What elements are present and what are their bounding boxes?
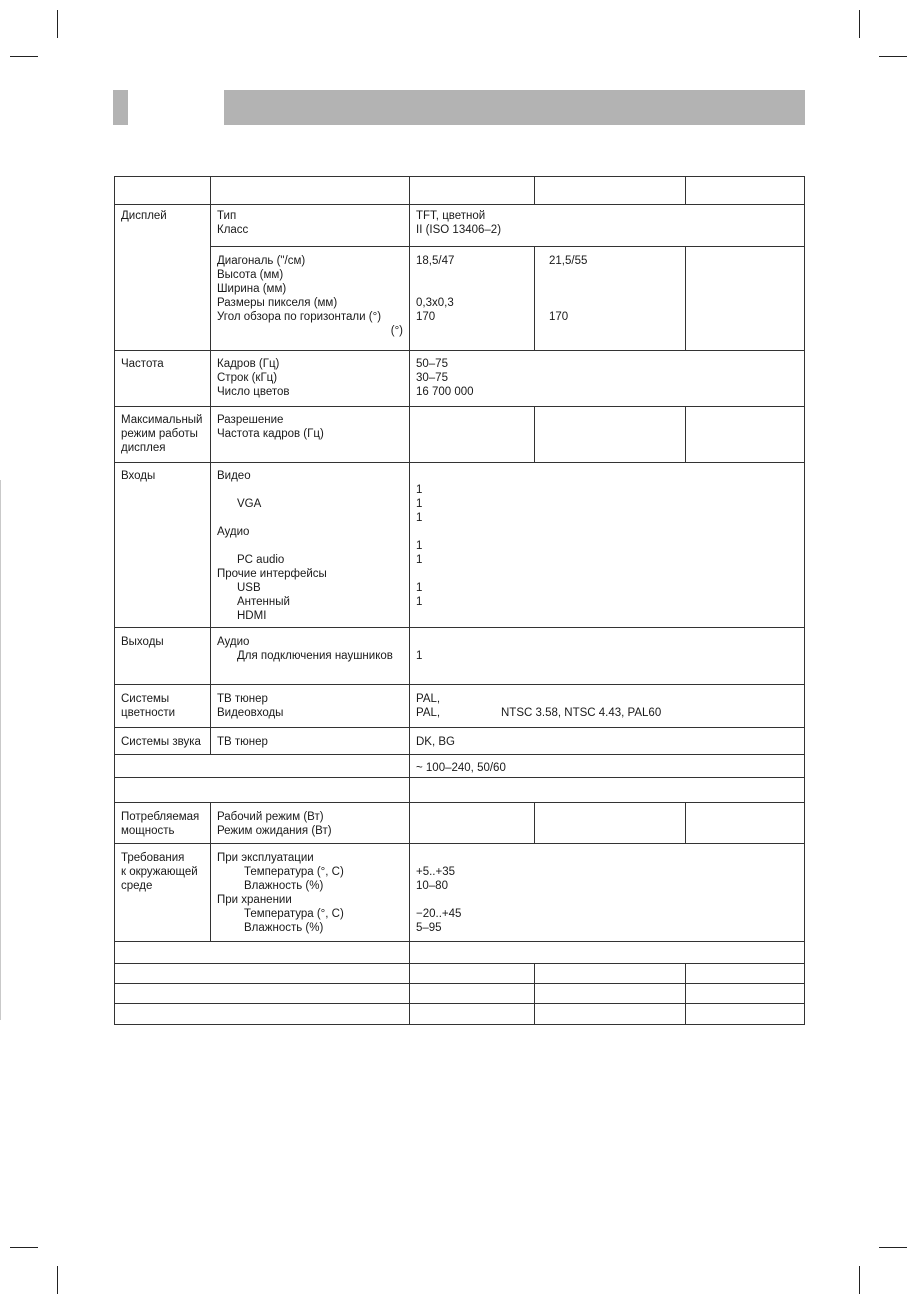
sound-systems-label: Системы звука bbox=[121, 736, 201, 748]
crop-mark bbox=[10, 56, 38, 57]
max-mode-label-2: режим работы bbox=[121, 428, 198, 440]
framerate-label: Частота кадров (Гц) bbox=[217, 428, 324, 440]
outputs-label-cell bbox=[115, 628, 211, 685]
resolution-label: Разрешение bbox=[217, 414, 284, 426]
video-inputs-label: Видеовходы bbox=[217, 707, 284, 719]
storage-label: При хранении bbox=[217, 894, 292, 906]
st-temp-label: Температура (°, С) bbox=[244, 908, 344, 920]
input-value: 1 bbox=[416, 596, 423, 608]
diagonal-value-1: 18,5/47 bbox=[416, 255, 455, 267]
max-mode-label-1: Максимальный bbox=[121, 414, 203, 426]
sound-tuner-value: DK, BG bbox=[416, 736, 455, 748]
header-cell-sub bbox=[211, 177, 410, 205]
op-humidity-label: Влажность (%) bbox=[244, 880, 324, 892]
input-value: 1 bbox=[416, 554, 423, 566]
st-humidity-value: 5–95 bbox=[416, 922, 442, 934]
input-value: 1 bbox=[416, 512, 423, 524]
max-mode-col2 bbox=[535, 407, 686, 463]
audio-out-label: Аудио bbox=[217, 636, 250, 648]
angle-value-1: 170 bbox=[416, 311, 436, 323]
video-inputs-value-b: NTSC 3.58, NTSC 4.43, PAL60 bbox=[501, 707, 662, 719]
consumption-labels bbox=[211, 803, 410, 844]
vga-label: VGA bbox=[237, 498, 262, 510]
video-label: Видео bbox=[217, 470, 251, 482]
class-label: Класс bbox=[217, 224, 249, 236]
type-value: TFT, цветной bbox=[416, 210, 486, 222]
display-size-col3 bbox=[686, 247, 805, 351]
op-temp-label: Температура (°, С) bbox=[244, 866, 344, 878]
consumption-col1 bbox=[410, 803, 535, 844]
video-inputs-value bbox=[416, 706, 798, 720]
frequency-labels bbox=[211, 351, 410, 407]
bottom-row-4-col2 bbox=[535, 1004, 686, 1025]
max-mode-col1 bbox=[410, 407, 535, 463]
crop-mark bbox=[859, 1266, 860, 1294]
margin-rule bbox=[0, 480, 1, 1020]
height-label: Высота (мм) bbox=[217, 269, 284, 281]
crop-mark bbox=[10, 1247, 38, 1248]
working-mode-label: Рабочий режим (Вт) bbox=[217, 811, 324, 823]
display-size-col1 bbox=[410, 247, 535, 351]
hdmi-label: HDMI bbox=[237, 610, 267, 622]
header-title-bar bbox=[224, 90, 805, 125]
frames-value: 50–75 bbox=[416, 358, 448, 370]
other-interfaces-label: Прочие интерфейсы bbox=[217, 568, 327, 580]
color-systems-values bbox=[410, 685, 805, 728]
lines-label: Строк (кГц) bbox=[217, 372, 278, 384]
usb-label: USB bbox=[237, 582, 261, 594]
audio-in-label: Аудио bbox=[217, 526, 250, 538]
angle-value-2: 170 bbox=[549, 311, 569, 323]
op-humidity-value: 10–80 bbox=[416, 880, 448, 892]
frequency-label: Частота bbox=[121, 358, 164, 370]
width-label: Ширина (мм) bbox=[217, 283, 287, 295]
bottom-row-4-col1 bbox=[410, 1004, 535, 1025]
display-type-labels bbox=[211, 205, 410, 247]
frequency-label-cell bbox=[115, 351, 211, 407]
bottom-row-2-col1 bbox=[410, 964, 535, 984]
bottom-row-4-col3 bbox=[686, 1004, 805, 1025]
consumption-label-2: мощность bbox=[121, 825, 175, 837]
color-tuner-label: ТВ тюнер bbox=[217, 693, 268, 705]
diagonal-label: Диагональ ("/см) bbox=[217, 255, 306, 267]
power-supply-value-cell bbox=[410, 755, 805, 778]
antenna-label: Антенный bbox=[237, 596, 290, 608]
consumption-label-1: Потребляемая bbox=[121, 811, 200, 823]
st-humidity-label: Влажность (%) bbox=[244, 922, 324, 934]
display-size-col2 bbox=[535, 247, 686, 351]
color-tuner-value: PAL, bbox=[416, 693, 441, 705]
sound-tuner-label: ТВ тюнер bbox=[217, 736, 268, 748]
color-systems-label-cell bbox=[115, 685, 211, 728]
frames-label: Кадров (Гц) bbox=[217, 358, 280, 370]
display-label-cell bbox=[115, 205, 211, 351]
header-cell-param bbox=[115, 177, 211, 205]
display-size-labels bbox=[211, 247, 410, 351]
max-mode-col3 bbox=[686, 407, 805, 463]
header-tab-block bbox=[113, 90, 128, 125]
pixel-value-1: 0,3x0,3 bbox=[416, 297, 454, 309]
input-value: 1 bbox=[416, 484, 423, 496]
header-cell-model-3 bbox=[686, 177, 805, 205]
crop-mark bbox=[57, 1266, 58, 1294]
bottom-row-2-label bbox=[115, 964, 410, 984]
bottom-row-2-col3 bbox=[686, 964, 805, 984]
crop-mark bbox=[57, 10, 58, 38]
max-mode-labels bbox=[211, 407, 410, 463]
crop-mark bbox=[879, 56, 907, 57]
display-type-values bbox=[410, 205, 805, 247]
pc-audio-label: PC audio bbox=[237, 554, 285, 566]
class-value: II (ISO 13406–2) bbox=[416, 224, 502, 236]
st-temp-value: −20..+45 bbox=[416, 908, 462, 920]
bottom-row-1-label bbox=[115, 942, 410, 964]
video-inputs-value-a: PAL, bbox=[416, 707, 441, 719]
headphones-value: 1 bbox=[416, 650, 423, 662]
environment-values bbox=[410, 844, 805, 942]
input-value: 1 bbox=[416, 540, 423, 552]
environment-labels bbox=[211, 844, 410, 942]
pixel-label: Размеры пикселя (мм) bbox=[217, 297, 338, 309]
header-cell-model-1 bbox=[410, 177, 535, 205]
lines-value: 30–75 bbox=[416, 372, 448, 384]
diagonal-value-2: 21,5/55 bbox=[549, 255, 588, 267]
bottom-row-4-label bbox=[115, 1004, 410, 1025]
empty-row-value bbox=[410, 778, 805, 803]
bottom-row-3-col2 bbox=[535, 984, 686, 1004]
bottom-row-3-col1 bbox=[410, 984, 535, 1004]
crop-mark bbox=[879, 1247, 907, 1248]
inputs-label: Входы bbox=[121, 470, 156, 482]
inputs-values bbox=[410, 463, 805, 628]
consumption-label-cell bbox=[115, 803, 211, 844]
max-mode-label-cell bbox=[115, 407, 211, 463]
header-cell-model-2 bbox=[535, 177, 686, 205]
bottom-row-1-value bbox=[410, 942, 805, 964]
environment-label-cell bbox=[115, 844, 211, 942]
input-value: 1 bbox=[416, 498, 423, 510]
sound-systems-sub bbox=[211, 728, 410, 755]
op-temp-value: +5..+35 bbox=[416, 866, 456, 878]
sound-systems-label-cell bbox=[115, 728, 211, 755]
environment-label-1: Требования bbox=[121, 852, 185, 864]
bottom-row-3-label bbox=[115, 984, 410, 1004]
power-supply-label-cell bbox=[115, 755, 410, 778]
color-systems-label-2: цветности bbox=[121, 707, 176, 719]
colors-value: 16 700 000 bbox=[416, 386, 474, 398]
power-supply-value: ~ 100–240, 50/60 bbox=[416, 762, 506, 774]
input-value: 1 bbox=[416, 582, 423, 594]
operation-label: При эксплуатации bbox=[217, 852, 314, 864]
standby-mode-label: Режим ожидания (Вт) bbox=[217, 825, 332, 837]
outputs-label: Выходы bbox=[121, 636, 164, 648]
max-mode-label-3: дисплея bbox=[121, 442, 166, 454]
outputs-labels bbox=[211, 628, 410, 685]
colors-label: Число цветов bbox=[217, 386, 290, 398]
inputs-labels bbox=[211, 463, 410, 628]
angle-v-unit: (°) bbox=[390, 325, 403, 337]
angle-h-label: Угол обзора по горизонтали (°) bbox=[217, 311, 382, 323]
empty-row-label bbox=[115, 778, 410, 803]
environment-label-3: среде bbox=[121, 880, 153, 892]
consumption-col2 bbox=[535, 803, 686, 844]
bottom-row-2-col2 bbox=[535, 964, 686, 984]
consumption-col3 bbox=[686, 803, 805, 844]
bottom-row-3-col3 bbox=[686, 984, 805, 1004]
color-systems-label-1: Системы bbox=[121, 693, 170, 705]
display-label: Дисплей bbox=[121, 210, 167, 222]
sound-systems-value-cell bbox=[410, 728, 805, 755]
type-label: Тип bbox=[217, 210, 237, 222]
outputs-values bbox=[410, 628, 805, 685]
color-systems-labels bbox=[211, 685, 410, 728]
environment-label-2: к окружающей bbox=[121, 866, 198, 878]
inputs-label-cell bbox=[115, 463, 211, 628]
crop-mark bbox=[859, 10, 860, 38]
headphones-label: Для подключения наушников bbox=[237, 650, 393, 662]
frequency-values bbox=[410, 351, 805, 407]
